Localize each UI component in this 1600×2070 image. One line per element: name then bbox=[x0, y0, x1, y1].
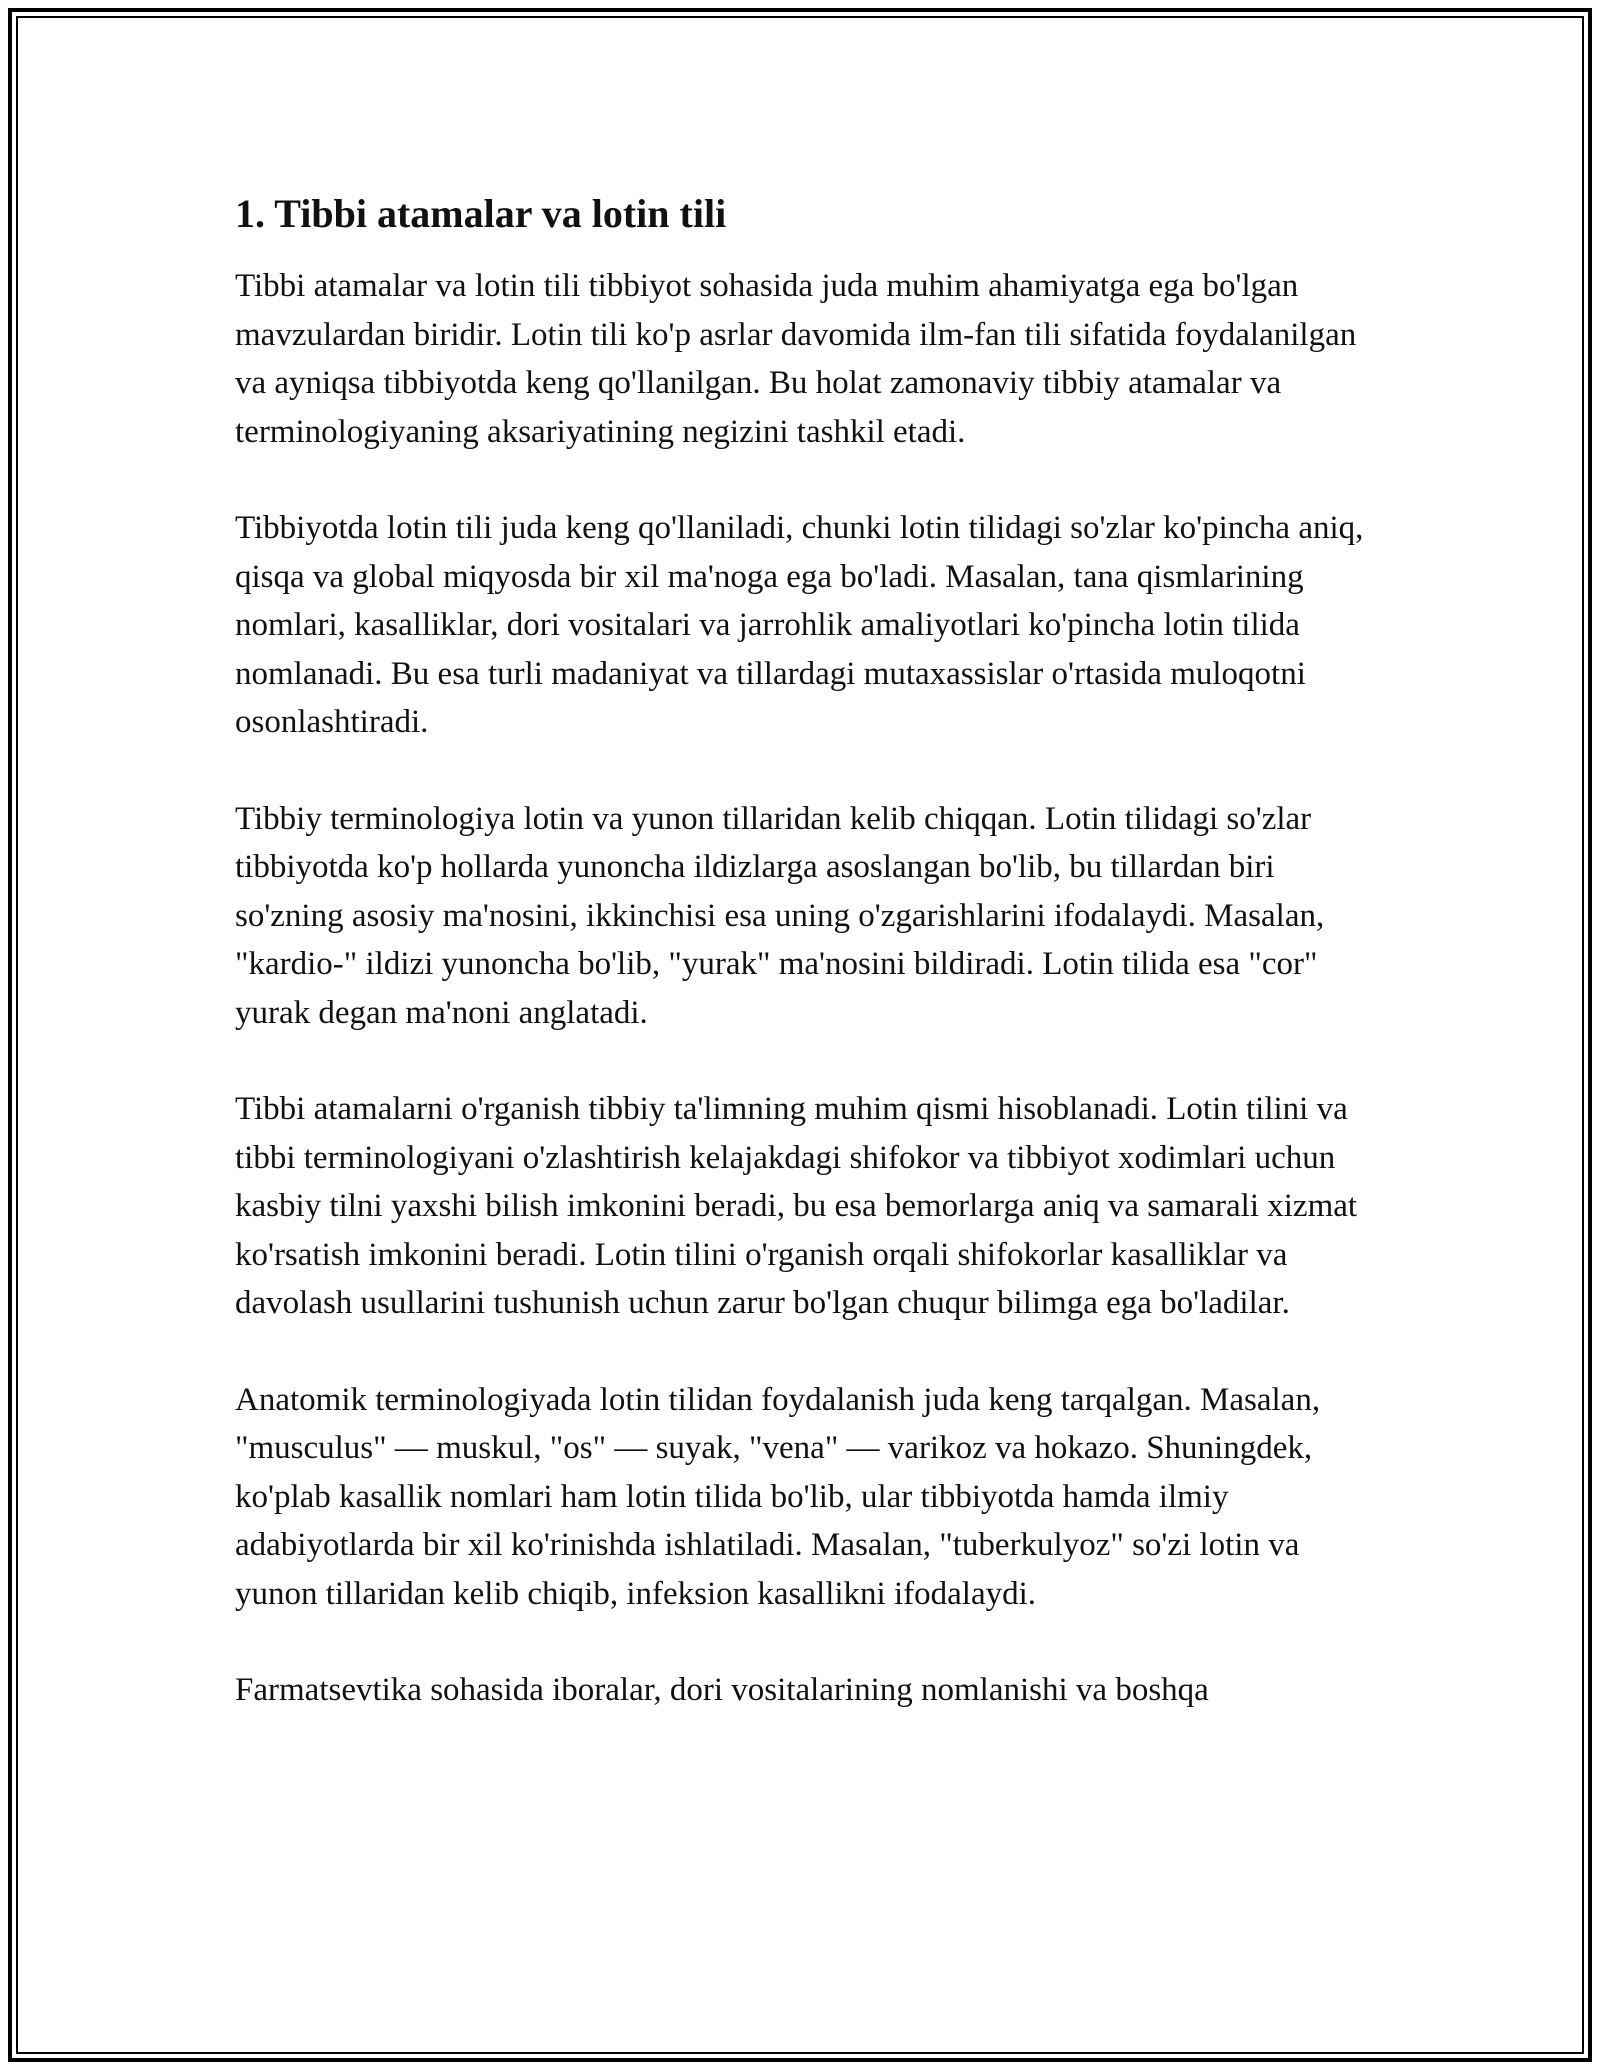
page-title: 1. Tibbi atamalar va lotin tili bbox=[235, 191, 727, 236]
paragraph-6: Farmatsevtika sohasida iboralar, dori vositalarining nomlanishi va boshqa bbox=[235, 1672, 1209, 1708]
document-body bbox=[235, 186, 1385, 1763]
paragraph-2: Tibbiyotda lotin tili juda keng qo'llaniladi, chunki lotin tilidagi so'zlar ko'pincha aniq, qisqa va global miqyosda bir xil ma'noga ega bo'ladi. Masalan, tana qismlarining nomlari, kasalliklar, dori vositalari va jarrohlik amaliyotlari ko'pincha lotin tilida nomlanadi. Bu esa turli madaniyat va tillardagi mutaxassislar o'rtasida muloqotni osonlashtiradi. bbox=[235, 510, 1364, 740]
paragraph-4: Tibbi atamalarni o'rganish tibbiy ta'limning muhim qismi hisoblanadi. Lotin tilini va tibbi terminologiyani o'zlashtirish kelajakdagi shifokor va tibbiyot xodimlari uchun kasbiy tilni yaxshi bilish imkonini beradi, bu esa bemorlarga aniq va samarali xizmat ko'rsatish imkonini beradi. Lotin tilini o'rganish orqali shifokorlar kasalliklar va davolash usullarini tushunish uchun zarur bo'lgan chuqur bilimga ega bo'ladilar. bbox=[235, 1091, 1358, 1321]
paragraph-3: Tibbiy terminologiya lotin va yunon tillaridan kelib chiqqan. Lotin tilidagi so'zlar tibbiyotda ko'p hollarda yunoncha ildizlarga asoslangan bo'lib, bu tillardan biri so'zning asosiy ma'nosini, ikkinchisi esa uning o'zgarishlarini ifodalaydi. Masalan, "kardio-" ildizi yunoncha bo'lib, "yurak" ma'nosini bildiradi. Lotin tilida esa "cor" yurak degan ma'noni anglatadi. bbox=[235, 800, 1325, 1031]
paragraph-5: Anatomik terminologiyada lotin tilidan foydalanish juda keng tarqalgan. Masalan, "musculus" — muskul, "os" — suyak, "vena" — varikoz va hokazo. Shuningdek, ko'plab kasallik nomlari ham lotin tilida bo'lib, ular tibbiyotda hamda ilmiy adabiyotlarda bir xil ko'rinishda ishlatiladi. Masalan, "tuberkulyoz" so'zi lotin va yunon tillaridan kelib chiqib, infeksion kasallikni ifodalaydi. bbox=[235, 1381, 1321, 1612]
paragraph-1: Tibbi atamalar va lotin tili tibbiyot sohasida juda muhim ahamiyatga ega bo'lgan mavzulardan biridir. Lotin tili ko'p asrlar davomida ilm-fan tili sifatida foydalanilgan va ayniqsa tibbiyotda keng qo'llanilgan. Bu holat zamonaviy tibbiy atamalar va terminologiyaning aksariyatining negizini tashkil etadi. bbox=[235, 268, 1357, 450]
